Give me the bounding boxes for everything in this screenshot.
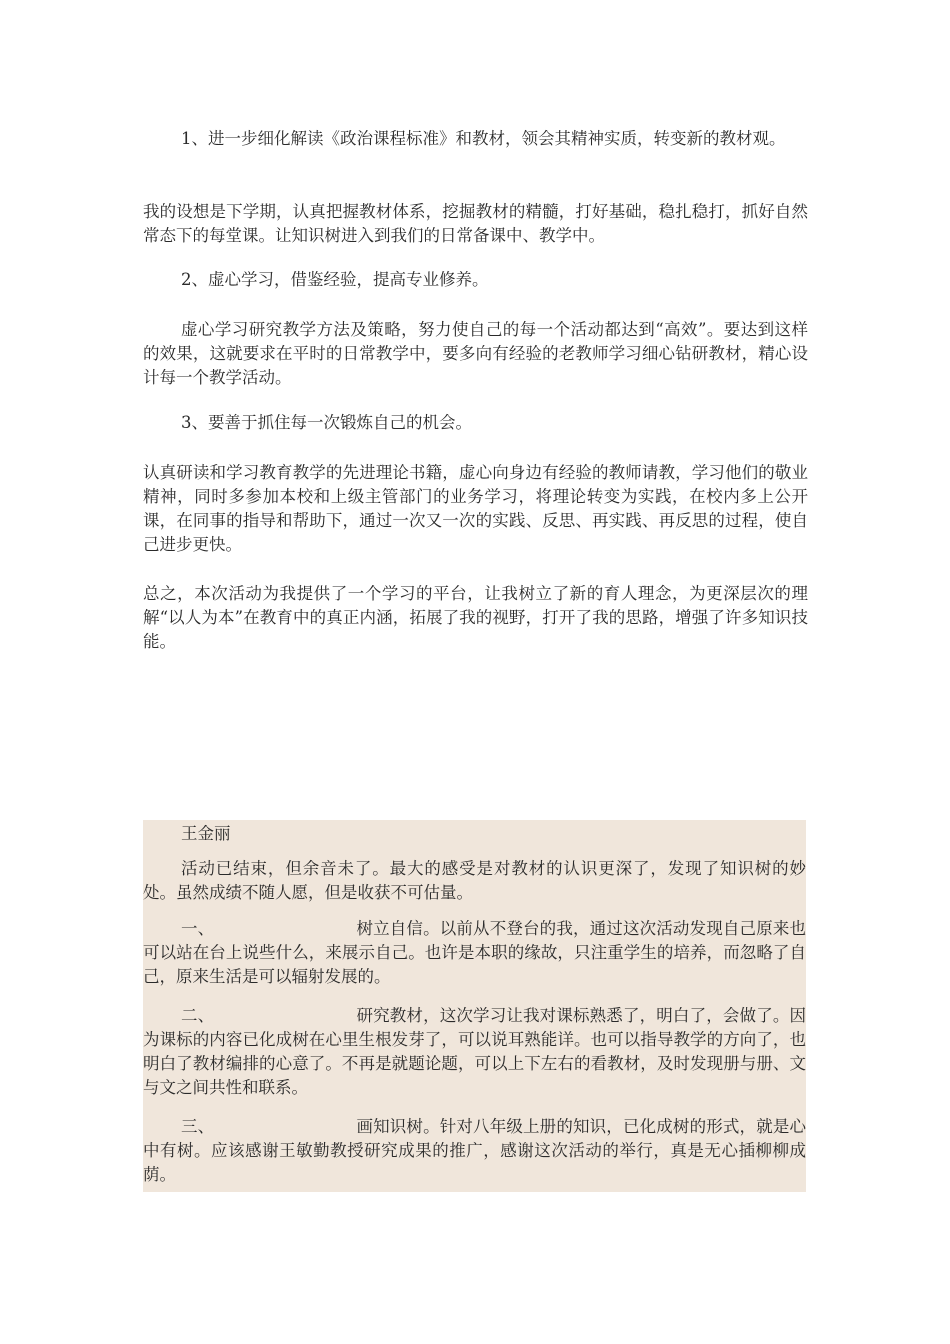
reflection-intro: 活动已结束，但余音未了。最大的感受是对教材的认识更深了，发现了知识树的妙处。虽然成绩不随人愿，但是收获不可估量。	[143, 859, 806, 902]
reflection-panel	[143, 820, 806, 1192]
point-number: 一、	[181, 919, 215, 938]
paragraph-summary: 总之，本次活动为我提供了一个学习的平台，让我树立了新的育人理念，为更深层次的理解“以人为本”在教育中的真正内涵，拓展了我的视野，打开了我的思路，增强了许多知识技能。	[143, 584, 808, 651]
point-text: 树立自信。以前从不登台的我，通过这次活动发现自己原来也可以站在台上说些什么，来展示自己。也许是本职的缘故，只注重学生的培养，而忽略了自己，原来生活是可以辐射发展的。	[143, 919, 807, 986]
paragraph-point-1: 1、进一步细化解读《政治课程标准》和教材，领会其精神实质，转变新的教材观。	[181, 129, 786, 148]
paragraph-plan: 我的设想是下学期，认真把握教材体系，挖掘教材的精髓，打好基础，稳扎稳打，抓好自然常态下的每堂课。让知识树进入到我们的日常备课中、教学中。	[143, 202, 808, 245]
reflection-point-2	[143, 1004, 806, 1100]
paragraph-point-3: 3、要善于抓住每一次锻炼自己的机会。	[181, 413, 472, 432]
paragraph-study: 认真研读和学习教育教学的先进理论书籍，虚心向身边有经验的教师请教，学习他们的敬业精神，同时多参加本校和上级主管部门的业务学习，将理论转变为实践，在校内多上公开课，在同事的指导和帮助下，通过一次又一次的实践、反思、再实践、再反思的过程，使自己进步更快。	[143, 463, 808, 554]
point-number: 二、	[181, 1006, 215, 1025]
paragraph-point-2: 2、虚心学习，借鉴经验，提高专业修养。	[181, 270, 489, 289]
paragraph-learning: 虚心学习研究教学方法及策略，努力使自己的每一个活动都达到“高效”。要达到这样的效果，这就要求在平时的日常教学中，要多向有经验的老教师学习细心钻研教材，精心设计每一个教学活动。	[143, 320, 808, 387]
point-text: 研究教材，这次学习让我对课标熟悉了，明白了，会做了。因为课标的内容已化成树在心里生根发芽了，可以说耳熟能详。也可以指导教学的方向了，也明白了教材编排的心意了。不再是就题论题，可以上下左右的看教材，及时发现册与册、文与文之间共性和联系。	[143, 1006, 807, 1097]
point-text: 画知识树。针对八年级上册的知识，已化成树的形式，就是心中有树。应该感谢王敏勤教授研究成果的推广，感谢这次活动的举行，真是无心插柳柳成荫。	[143, 1117, 807, 1184]
reflection-point-1	[143, 917, 806, 989]
author-name: 王金丽	[181, 824, 231, 843]
point-number: 三、	[181, 1117, 215, 1136]
reflection-point-3	[143, 1115, 806, 1187]
